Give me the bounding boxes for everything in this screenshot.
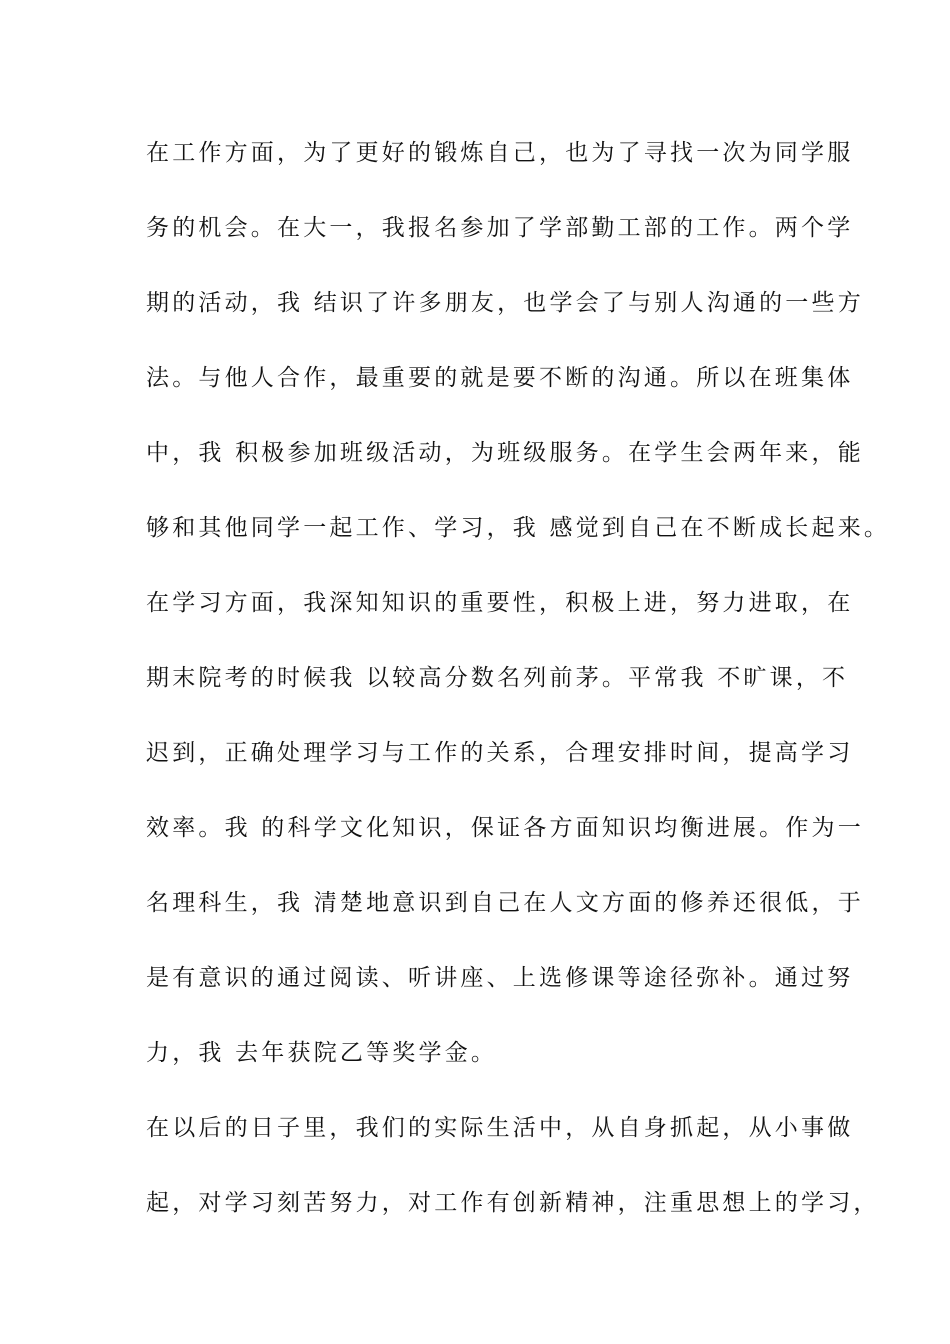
text-line: 迟到，正确处理学习与工作的关系，合理安排时间，提高学习: [146, 740, 854, 766]
text-line: 力，我 去年获院乙等奖学金。: [146, 1040, 498, 1066]
text-line: 是有意识的通过阅读、听讲座、上选修课等途径弥补。通过努: [146, 965, 854, 991]
text-line: 在学习方面，我深知知识的重要性，积极上进，努力进取，在: [146, 590, 854, 616]
text-line: 在以后的日子里，我们的实际生活中，从自身抓起，从小事做: [146, 1115, 854, 1141]
text-line: 在工作方面，为了更好的锻炼自己，也为了寻找一次为同学服: [146, 140, 854, 166]
text-line: 期的活动，我 结识了许多朋友，也学会了与别人沟通的一些方: [146, 290, 864, 316]
text-line: 名理科生，我 清楚地意识到自己在人文方面的修养还很低，于: [146, 890, 864, 916]
text-line: 够和其他同学一起工作、学习，我 感觉到自己在不断成长起来。: [146, 515, 891, 541]
body-text: [146, 131, 891, 1256]
text-line: 期末院考的时候我 以较高分数名列前茅。平常我 不旷课，不: [146, 665, 849, 691]
text-line: 中，我 积极参加班级活动，为班级服务。在学生会两年来，能: [146, 440, 864, 466]
text-line: 起，对学习刻苦努力，对工作有创新精神，注重思想上的学习，: [146, 1190, 880, 1216]
text-line: 效率。我 的科学文化知识，保证各方面知识均衡进展。作为一: [146, 815, 864, 841]
text-line: 务的机会。在大一，我报名参加了学部勤工部的工作。两个学: [146, 215, 854, 241]
text-line: 法。与他人合作，最重要的就是要不断的沟通。所以在班集体: [146, 365, 854, 391]
